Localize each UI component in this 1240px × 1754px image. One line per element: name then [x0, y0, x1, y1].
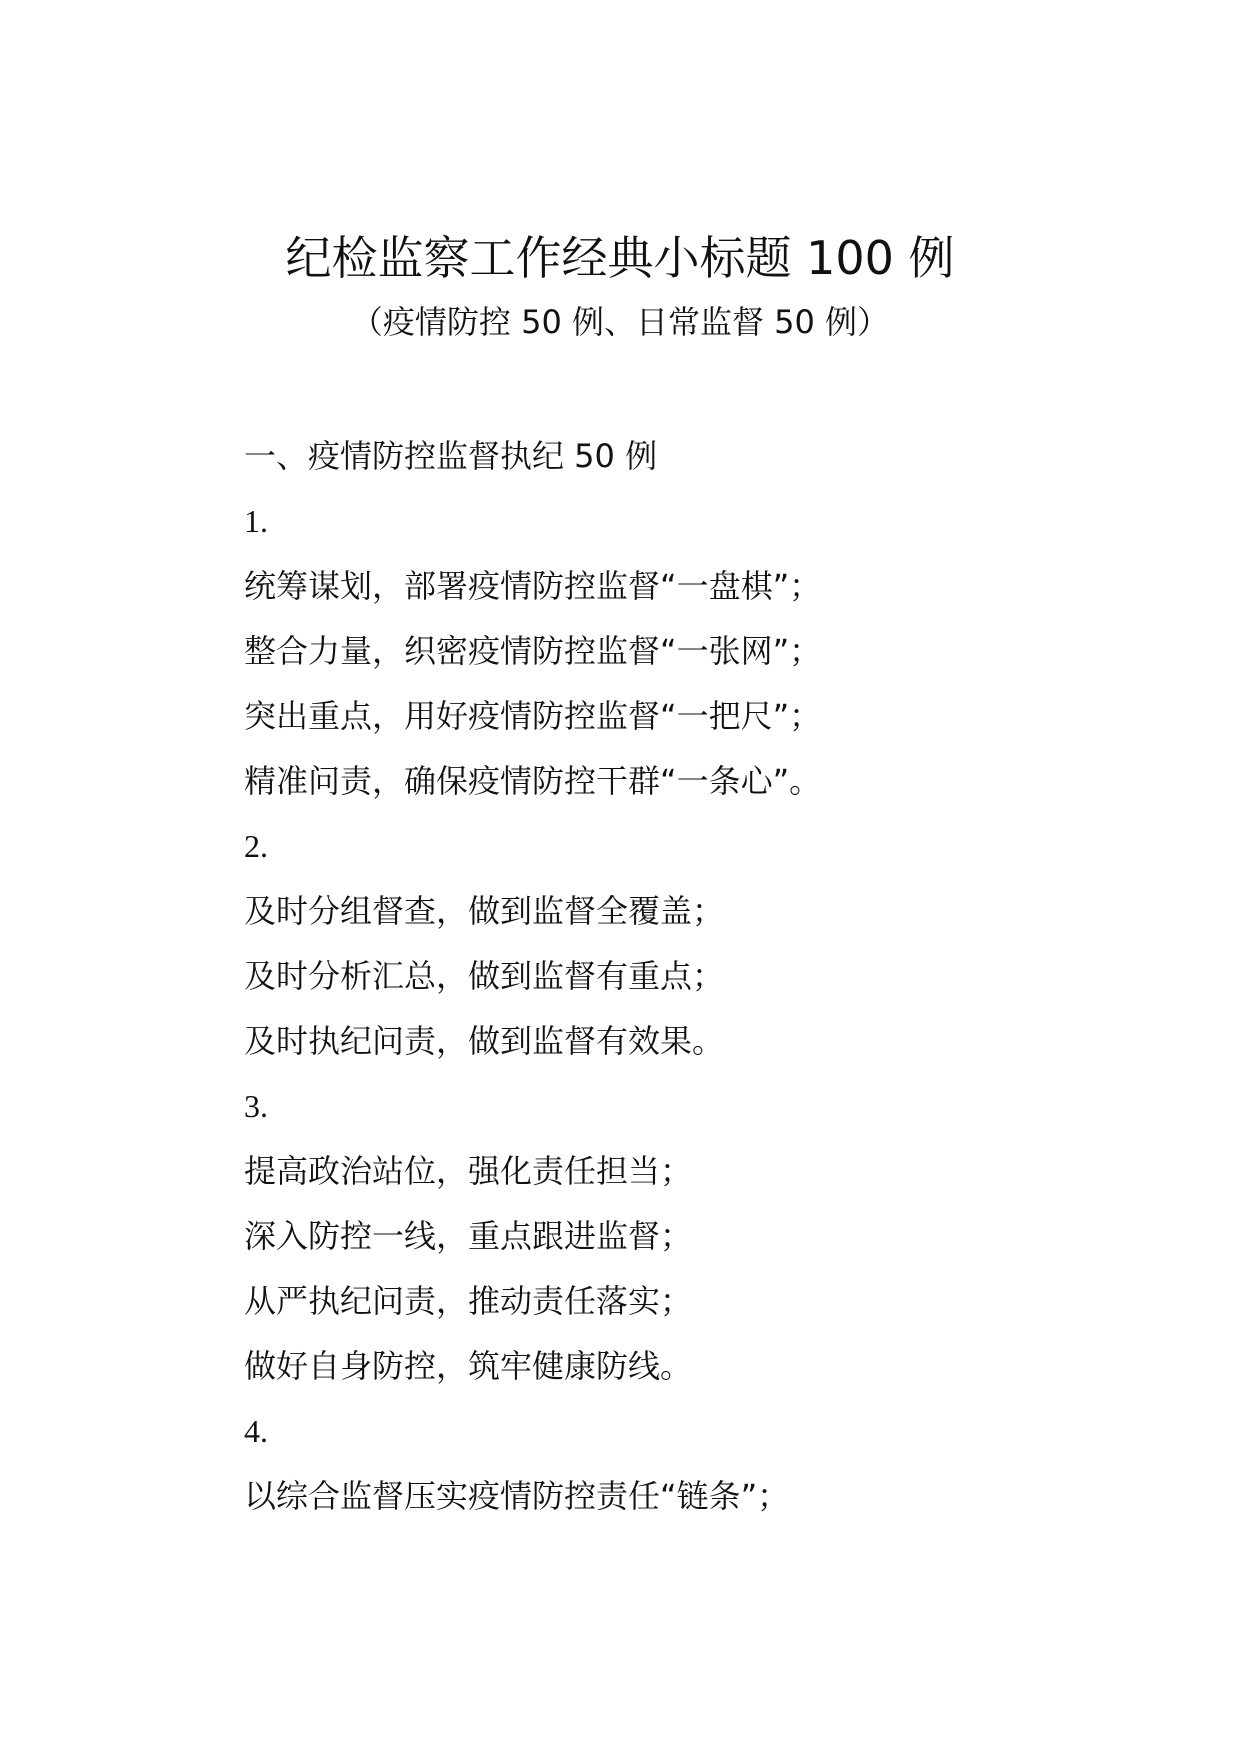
list-item-1: [244, 489, 1104, 814]
document-body: [244, 424, 1104, 1529]
list-item-2: [244, 814, 1104, 1074]
item-number: 3.: [244, 1088, 268, 1124]
item-line: 及时分析汇总，做到监督有重点；: [244, 957, 725, 995]
document-title: 纪检监察工作经典小标题 100 例: [285, 231, 955, 285]
item-line: 及时分组督查，做到监督全覆盖；: [244, 892, 725, 930]
item-line: 做好自身防控，筑牢健康防线。: [244, 1347, 693, 1385]
item-line: 精准问责，确保疫情防控干群“一条心”。: [244, 762, 822, 800]
item-line: 突出重点，用好疫情防控监督“一把尺”；: [244, 697, 822, 735]
list-item-4: [244, 1399, 1104, 1529]
item-number: 4.: [244, 1413, 268, 1449]
item-line: 提高政治站位，强化责任担当；: [244, 1152, 693, 1190]
document-subtitle: （疫情防控 50 例、日常监督 50 例）: [350, 303, 890, 341]
item-line: 及时执纪问责，做到监督有效果。: [244, 1022, 725, 1060]
item-line: 统筹谋划，部署疫情防控监督“一盘棋”；: [244, 567, 822, 605]
item-number: 1.: [244, 503, 268, 539]
item-line: 以综合监督压实疫情防控责任“链条”；: [244, 1477, 790, 1515]
section-heading: 一、疫情防控监督执纪 50 例: [244, 437, 658, 475]
item-line: 深入防控一线，重点跟进监督；: [244, 1217, 693, 1255]
list-item-3: [244, 1074, 1104, 1399]
item-line: 整合力量，织密疫情防控监督“一张网”；: [244, 632, 822, 670]
item-line: 从严执纪问责，推动责任落实；: [244, 1282, 693, 1320]
item-number: 2.: [244, 828, 268, 864]
